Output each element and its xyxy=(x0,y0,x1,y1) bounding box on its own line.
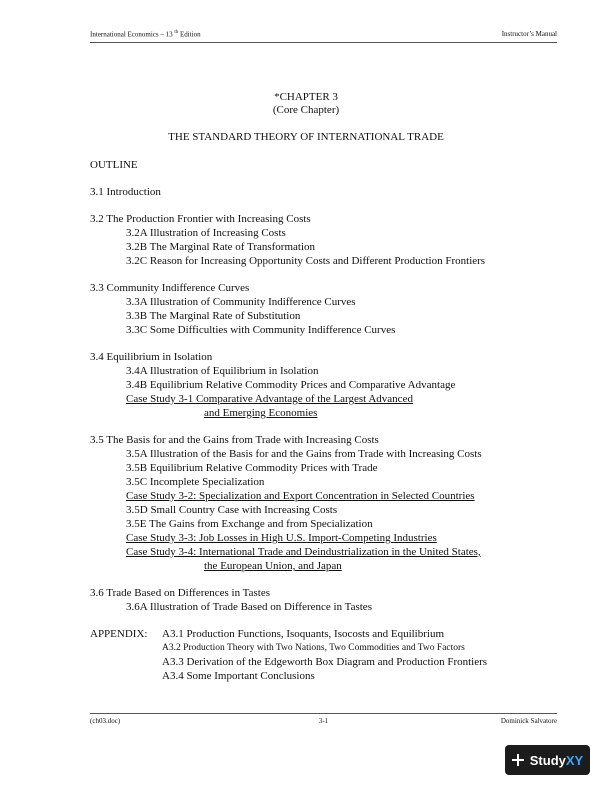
header-left: International Economics – 13 $^{th}$ Edition xyxy=(90,30,201,39)
outline-section: 3.1 Introduction xyxy=(90,186,161,198)
outline-subsection: 3.4B Equilibrium Relative Commodity Prices and Comparative Advantage xyxy=(126,379,456,391)
appendix-item: A3.2 Production Theory with Two Nations, Two Commodities and Two Factors xyxy=(162,643,465,653)
outline-section: 3.2 The Production Frontier with Increasing Costs xyxy=(90,213,311,225)
outline-subsection: 3.6A Illustration of Trade Based on Difference in Tastes xyxy=(126,601,372,613)
outline-subsection: 3.5A Illustration of the Basis for and the Gains from Trade with Increasing Costs xyxy=(126,448,482,460)
outline-subsection: 3.5D Small Country Case with Increasing Costs xyxy=(126,504,338,516)
plus-icon xyxy=(512,754,524,766)
case-study-3-1-line1: Case Study 3-1 Comparative Advantage of the Largest Advanced xyxy=(126,393,413,405)
outline-subsection: 3.3B The Marginal Rate of Substitution xyxy=(126,310,301,322)
outline-section: 3.6 Trade Based on Differences in Tastes xyxy=(90,587,270,599)
outline-subsection: 3.4A Illustration of Equilibrium in Isolation xyxy=(126,365,319,377)
outline-subsection: 3.5C Incomplete Specialization xyxy=(126,476,265,488)
case-study-3-2: Case Study 3-2: Specialization and Export Concentration in Selected Countries xyxy=(126,490,475,502)
case-study-3-4-line1: Case Study 3-4: International Trade and Deindustrialization in the United States, xyxy=(126,546,481,558)
appendix-item: A3.4 Some Important Conclusions xyxy=(162,670,315,682)
footer-filename: (ch03.doc) xyxy=(90,717,121,725)
outline-subsection: 3.2C Reason for Increasing Opportunity Costs and Different Production Frontiers xyxy=(126,255,486,267)
outline-subsection: 3.3A Illustration of Community Indifference Curves xyxy=(126,296,356,308)
outline-subsection: 3.2B The Marginal Rate of Transformation xyxy=(126,241,316,253)
appendix-item: A3.1 Production Functions, Isoquants, Isocosts and Equilibrium xyxy=(162,628,445,640)
chapter-number: *CHAPTER 3 xyxy=(274,91,338,103)
case-study-3-3: Case Study 3-3: Job Losses in High U.S. Import-Competing Industries xyxy=(126,532,437,544)
outline-section: 3.5 The Basis for and the Gains from Trade with Increasing Costs xyxy=(90,434,379,446)
studyxy-badge[interactable] xyxy=(505,745,590,775)
outline-label: OUTLINE xyxy=(90,159,138,171)
appendix-item: A3.3 Derivation of the Edgeworth Box Diagram and Production Frontiers xyxy=(162,656,488,668)
appendix-label: APPENDIX: xyxy=(90,628,148,640)
case-study-3-4-line2: the European Union, and Japan xyxy=(204,560,342,572)
page-number: 3-1 xyxy=(318,717,329,725)
chapter-subtitle: (Core Chapter) xyxy=(272,104,340,116)
header-divider xyxy=(90,42,557,43)
footer-divider xyxy=(90,713,557,714)
outline-subsection: 3.5B Equilibrium Relative Commodity Prices with Trade xyxy=(126,462,378,474)
chapter-title: THE STANDARD THEORY OF INTERNATIONAL TRADE xyxy=(168,131,444,143)
outline-section: 3.3 Community Indifference Curves xyxy=(90,282,250,294)
outline-subsection: 3.2A Illustration of Increasing Costs xyxy=(126,227,286,239)
header-right: Instructor’s Manual xyxy=(501,30,557,38)
footer-author: Dominick Salvatore xyxy=(500,717,557,725)
case-study-3-1-line2: and Emerging Economies xyxy=(204,407,318,419)
outline-section: 3.4 Equilibrium in Isolation xyxy=(90,351,213,363)
outline-subsection: 3.5E The Gains from Exchange and from Specialization xyxy=(126,518,373,530)
outline-subsection: 3.3C Some Difficulties with Community Indifference Curves xyxy=(126,324,396,336)
badge-study-text: StudyXY xyxy=(529,752,584,768)
